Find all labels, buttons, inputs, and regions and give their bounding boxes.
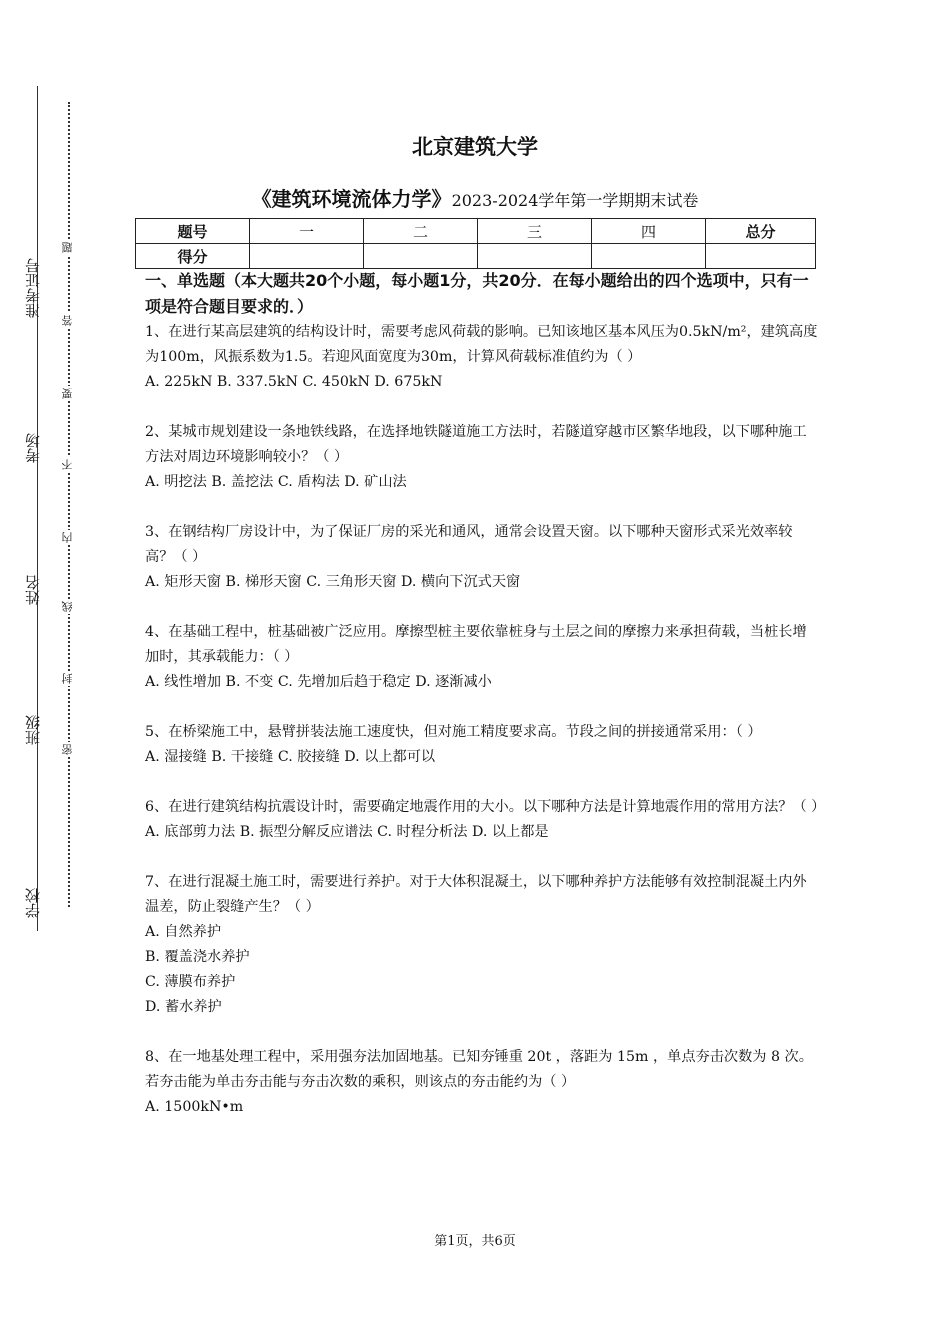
school-label: 学校 <box>24 888 42 918</box>
question <box>145 870 820 1020</box>
score-table-header-row <box>136 219 816 244</box>
question <box>145 620 820 695</box>
question <box>145 795 826 845</box>
seal-char: 密 <box>61 744 74 755</box>
exam-room-label: 考场 <box>24 433 42 463</box>
seal-char: 要 <box>61 388 74 399</box>
header-cell: 一 <box>250 219 364 244</box>
score-cell[interactable] <box>478 244 592 269</box>
exam-content <box>145 268 826 1120</box>
question-stem: 4、在基础工程中，桩基础被广泛应用。摩擦型桩主要依靠桩身与土层之间的摩擦力来承担荷载，当桩长增加时，其承载能力：（ ） <box>145 624 807 665</box>
question-options: A. 1500kN•m <box>145 1099 244 1115</box>
page-footer: 第1页，共6页 <box>434 1234 516 1249</box>
university-title: 北京建筑大学 <box>412 135 538 159</box>
question-stem: 3、在钢结构厂房设计中，为了保证厂房的采光和通风，通常会设置天窗。以下哪种天窗形式采光效率较高？（ ） <box>145 524 793 565</box>
question-options: C. 薄膜布养护 <box>145 974 236 990</box>
question-stem: 1、在进行某高层建筑的结构设计时，需要考虑风荷载的影响。已知该地区基本风压为0.5kN/m²，建筑高度为100m，风振系数为1.5。若迎风面宽度为30m，计算风荷载标准值约为（ ） <box>145 324 818 365</box>
question-options: D. 蓄水养护 <box>145 999 222 1015</box>
seal-char: 封 <box>61 673 74 684</box>
header-cell: 题号 <box>136 219 250 244</box>
name-label: 姓名 <box>24 575 42 605</box>
question-options: A. 湿接缝 B. 干接缝 C. 胶接缝 D. 以上都可以 <box>145 749 436 765</box>
seal-char: 答 <box>61 315 74 326</box>
question <box>145 720 820 770</box>
header-cell: 二 <box>364 219 478 244</box>
course-name: 《建筑环境流体力学》 <box>251 187 452 211</box>
seal-char: 题 <box>61 242 74 253</box>
section-heading: 一、单选题（本大题共20个小题，每小题1分，共20分．在每小题给出的四个选项中，只有一项是符合题目要求的．） <box>145 271 809 316</box>
question <box>145 420 820 495</box>
question <box>145 320 820 395</box>
score-cell[interactable] <box>364 244 478 269</box>
exam-subtitle <box>0 183 950 212</box>
question-options: A. 矩形天窗 B. 梯形天窗 C. 三角形天窗 D. 横向下沉式天窗 <box>145 574 521 590</box>
question-options: A. 225kN B. 337.5kN C. 450kN D. 675kN <box>145 374 443 390</box>
question-list <box>145 320 826 1120</box>
question-stem: 5、在桥梁施工中，悬臂拼装法施工速度快，但对施工精度要求高。节段之间的拼接通常采用：（ ） <box>145 724 762 740</box>
question <box>145 1045 820 1120</box>
score-cell[interactable] <box>706 244 816 269</box>
exam-number-label: 准考证号 <box>24 258 42 318</box>
question-options: A. 自然养护 <box>145 924 222 940</box>
score-table <box>135 218 816 269</box>
score-cell[interactable] <box>250 244 364 269</box>
question-stem: 6、在进行建筑结构抗震设计时，需要确定地震作用的大小。以下哪种方法是计算地震作用的常用方法？（ ） <box>145 799 826 815</box>
seal-char: 内 <box>61 532 74 543</box>
question-options: A. 底部剪力法 B. 振型分解反应谱法 C. 时程分析法 D. 以上都是 <box>145 824 549 840</box>
seal-char: 线 <box>61 601 74 612</box>
score-table-score-row <box>136 244 816 269</box>
binding-line <box>37 86 38 931</box>
seal-char: 不 <box>61 459 74 470</box>
question-stem: 8、在一地基处理工程中，采用强夯法加固地基。已知夯锤重 20t ，落距为 15m ，单点夯击次数为 8 次。若夯击能为单击夯击能与夯击次数的乘积，则该点的夯击能约为（ ） <box>145 1049 813 1090</box>
question-options: B. 覆盖浇水养护 <box>145 949 250 965</box>
score-cell[interactable] <box>592 244 706 269</box>
question-options: A. 明挖法 B. 盖挖法 C. 盾构法 D. 矿山法 <box>145 474 407 490</box>
header-cell: 总分 <box>706 219 816 244</box>
header-cell: 三 <box>478 219 592 244</box>
seal-dotted-line <box>68 102 70 907</box>
question <box>145 520 820 595</box>
header-cell: 四 <box>592 219 706 244</box>
score-label-cell: 得分 <box>136 244 250 269</box>
class-label: 班级 <box>24 715 42 745</box>
question-options: A. 线性增加 B. 不变 C. 先增加后趋于稳定 D. 逐渐减小 <box>145 674 492 690</box>
question-stem: 7、在进行混凝土施工时，需要进行养护。对于大体积混凝土，以下哪种养护方法能够有效控制混凝土内外温差，防止裂缝产生？（ ） <box>145 874 807 915</box>
question-stem: 2、某城市规划建设一条地铁线路，在选择地铁隧道施工方法时，若隧道穿越市区繁华地段，以下哪种施工方法对周边环境影响较小？（ ） <box>145 424 807 465</box>
term-text: 2023-2024学年第一学期期末试卷 <box>451 191 699 210</box>
